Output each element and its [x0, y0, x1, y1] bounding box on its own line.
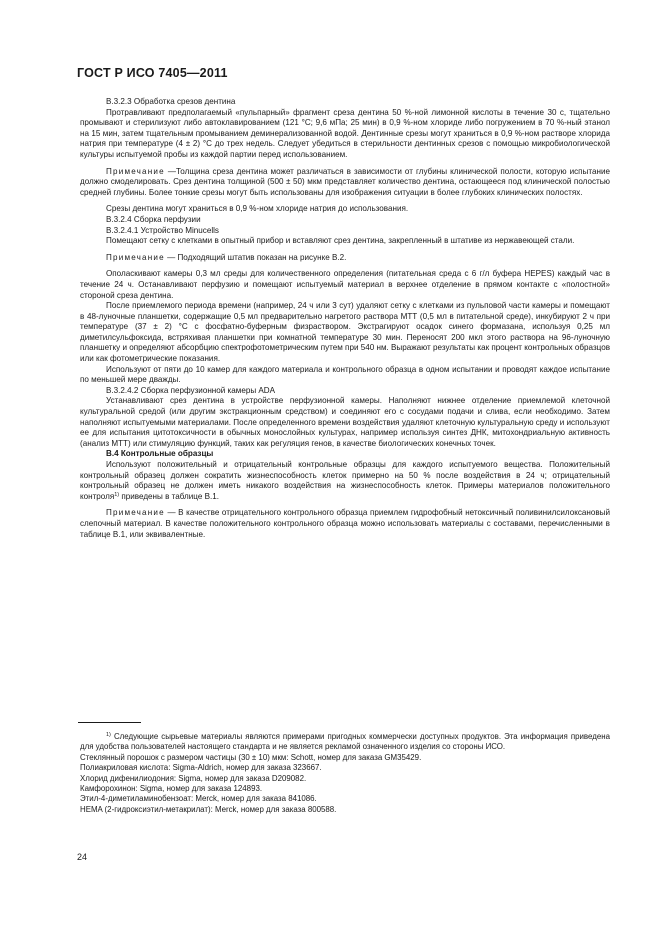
section-heading-b324: B.3.2.4 Сборка перфузии — [106, 214, 201, 224]
running-header: ГОСТ Р ИСО 7405—2011 — [77, 66, 228, 80]
footnote-item: HEMA (2-гидроксиэтил-метакрилат): Merck, номер для заказа 800588. — [80, 804, 337, 814]
section-heading-b4 — [80, 449, 610, 460]
note-text: — В качестве отрицательного контрольного образца приемлем гидрофобный нетоксичный поливинилсилоксановый слепочный материал. В качестве положительного контрольного образца можно использовать материалы с составами, перечисленными в таблице B.1, или эквивалентные. — [80, 508, 610, 539]
section-heading-b323: B.3.2.3 Обработка срезов дентина — [106, 97, 236, 106]
footnote-item: Стеклянный порошок с размером частицы (30 ± 10) мкм: Schott, номер для заказа GM35429. — [80, 752, 422, 762]
main-text — [80, 97, 610, 540]
note-text: — Подходящий штатив показан на рисунке B.2. — [164, 252, 347, 262]
note-text: —Толщина среза дентина может различаться в зависимости от глубины клинической полости, которую испытание должно смоделировать. Срез дентина толщиной (500 ± 50) мкм представляет количество дентина, остающееся под клинической полостью средней глубины. Более тонкие срезы могут быть использованы для изображения ситуации в более глубоких клинических полостях. — [80, 166, 610, 197]
section-heading-b3242: B.3.2.4.2 Сборка перфузионной камеры ADA — [106, 385, 276, 395]
note-3 — [80, 508, 610, 540]
footnote-item: Этил-4-диметиламинобензоат: Merck, номер для заказа 841086. — [80, 794, 317, 804]
footnote-marker: 1) — [106, 732, 111, 738]
page-number: 24 — [77, 852, 88, 862]
note-label: Примечание — [106, 166, 165, 176]
footnotes — [80, 732, 610, 815]
heading-text: B.4 Контрольные образцы — [106, 449, 214, 459]
paragraph-b323: Протравливают предполагаемый «пульпарный» фрагмент среза дентина 50 %-ной лимонной кислоты в течение 30 с, тщательно промывают и стерилизуют либо автоклавированием (121 °С; 9,6 мПа; 25 мин) в 0,9 %-ном хлориде либо погружением в 70 %-ный этанол на 15 мин, затем тщательным промыванием деминерализованной водой. Дентинные срезы могут храниться в 0,9 %-ном растворе хлорида натрия при температуре (4 ± 2) °С до трех недель. Следует убедиться в стерильности дентинных срезов с помощью микробиологической культуры испытуемой пробы из каждой партии перед использованием. — [80, 107, 610, 159]
footnote-item: Камфорохинон: Sigma, номер для заказа 124893. — [80, 784, 263, 794]
paragraph-b3242: Устанавливают срез дентина в устройстве перфузионной камеры. Наполняют нижнее отделение приемлемой клеточной культуральной средой (или другим экстракционным средством) и соединяют его с сосудами подачи и слива, если необходимо. Затем наполняют испытуемыми материалами. После определенного времени воздействия удаляют клеточную культуральную среду и используют ее для испытания цитотоксичности в обычных монослойных культурах, например используя синтез ДНК, митохондриальную активность (анализ МТТ) или стимуляцию функций, таких как регуляция генов, в качестве биологических конечных точек. — [80, 396, 610, 448]
b4-text-a: Используют положительный и отрицательный контрольные образцы для каждого испытуемого вещества. Положительный контрольный образец должен сократить жизнеспособность клеток примерно на 50 % после воздействия в 24 ч; отрицательный контрольный образец не должен иметь никакого воздействия на жизнеспособность клеток. Примеры материалов положительного контроля — [80, 460, 610, 501]
paragraph-chambers: Используют от пяти до 10 камер для каждого материала и контрольного образца в одном испытании и проводят каждое испытание по меньшей мере дважды. — [80, 364, 610, 385]
footnote-text: Следующие сырьевые материалы являются примерами пригодных коммерчески доступных продуктов. Эта информация приведена для удобства пользователей настоящего стандарта и не является рекламой означенного изделия со стороны ИСО. — [80, 732, 610, 752]
section-heading-b3241: B.3.2.4.1 Устройство Minucells — [106, 225, 219, 235]
footnote-item: Полиакриловая кислота: Sigma-Aldrich, номер для заказа 323667. — [80, 763, 322, 773]
paragraph-rinse: Ополаскивают камеры 0,3 мл среды для количественного определения (питательная среда с 6 г/л буфера HEPES) каждый час в течение 24 ч. Останавливают перфузию и помещают испытуемый материал в верхнее отделение в прямом контакте с «полостной» стороной среза дентина. — [80, 269, 610, 300]
note-label: Примечание — [106, 252, 165, 262]
paragraph-storage: Срезы дентина могут храниться в 0,9 %-ном хлориде натрия до использования. — [106, 204, 409, 214]
note-2 — [80, 253, 610, 264]
footnote-1 — [80, 732, 610, 753]
note-label: Примечание — [106, 508, 165, 518]
b4-text-b: приведены в таблице B.1. — [119, 491, 219, 501]
paragraph-b4 — [80, 460, 610, 502]
paragraph-exposure: После приемлемого периода времени (например, 24 ч или 3 сут) удаляют сетку с клетками из пульповой части камеры и помещают в 48-луночные планшетки, содержащие 0,5 мл предварительно нагретого раствора МТТ (0,5 мл в питательной среде), инкубируют 2 ч при температуре (37 ± 2) °С с фосфатно-буферным физраствором. Экстрагируют осадок синего формазана, используя 0,25 мл диметилсульфоксида, встряхивая планшетки при комнатной температуре 30 мин. Переносят 200 мкл этого раствора на 96-луночную планшетку и определяют абсорбцию спектрофотометрическим путем при 540 нм. Выражают результаты как процент контрольных образцов или как фотометрические показания. — [80, 301, 610, 364]
paragraph-b3241: Помещают сетку с клетками в опытный прибор и вставляют срез дентина, закрепленный в штативе из нержавеющей стали. — [106, 236, 575, 246]
footnote-ref[interactable]: 1) — [114, 491, 120, 498]
footnote-item: Хлорид дифенилиодония: Sigma, номер для заказа D209082. — [80, 773, 307, 783]
footnote-divider — [78, 722, 141, 723]
note-1 — [80, 167, 610, 199]
